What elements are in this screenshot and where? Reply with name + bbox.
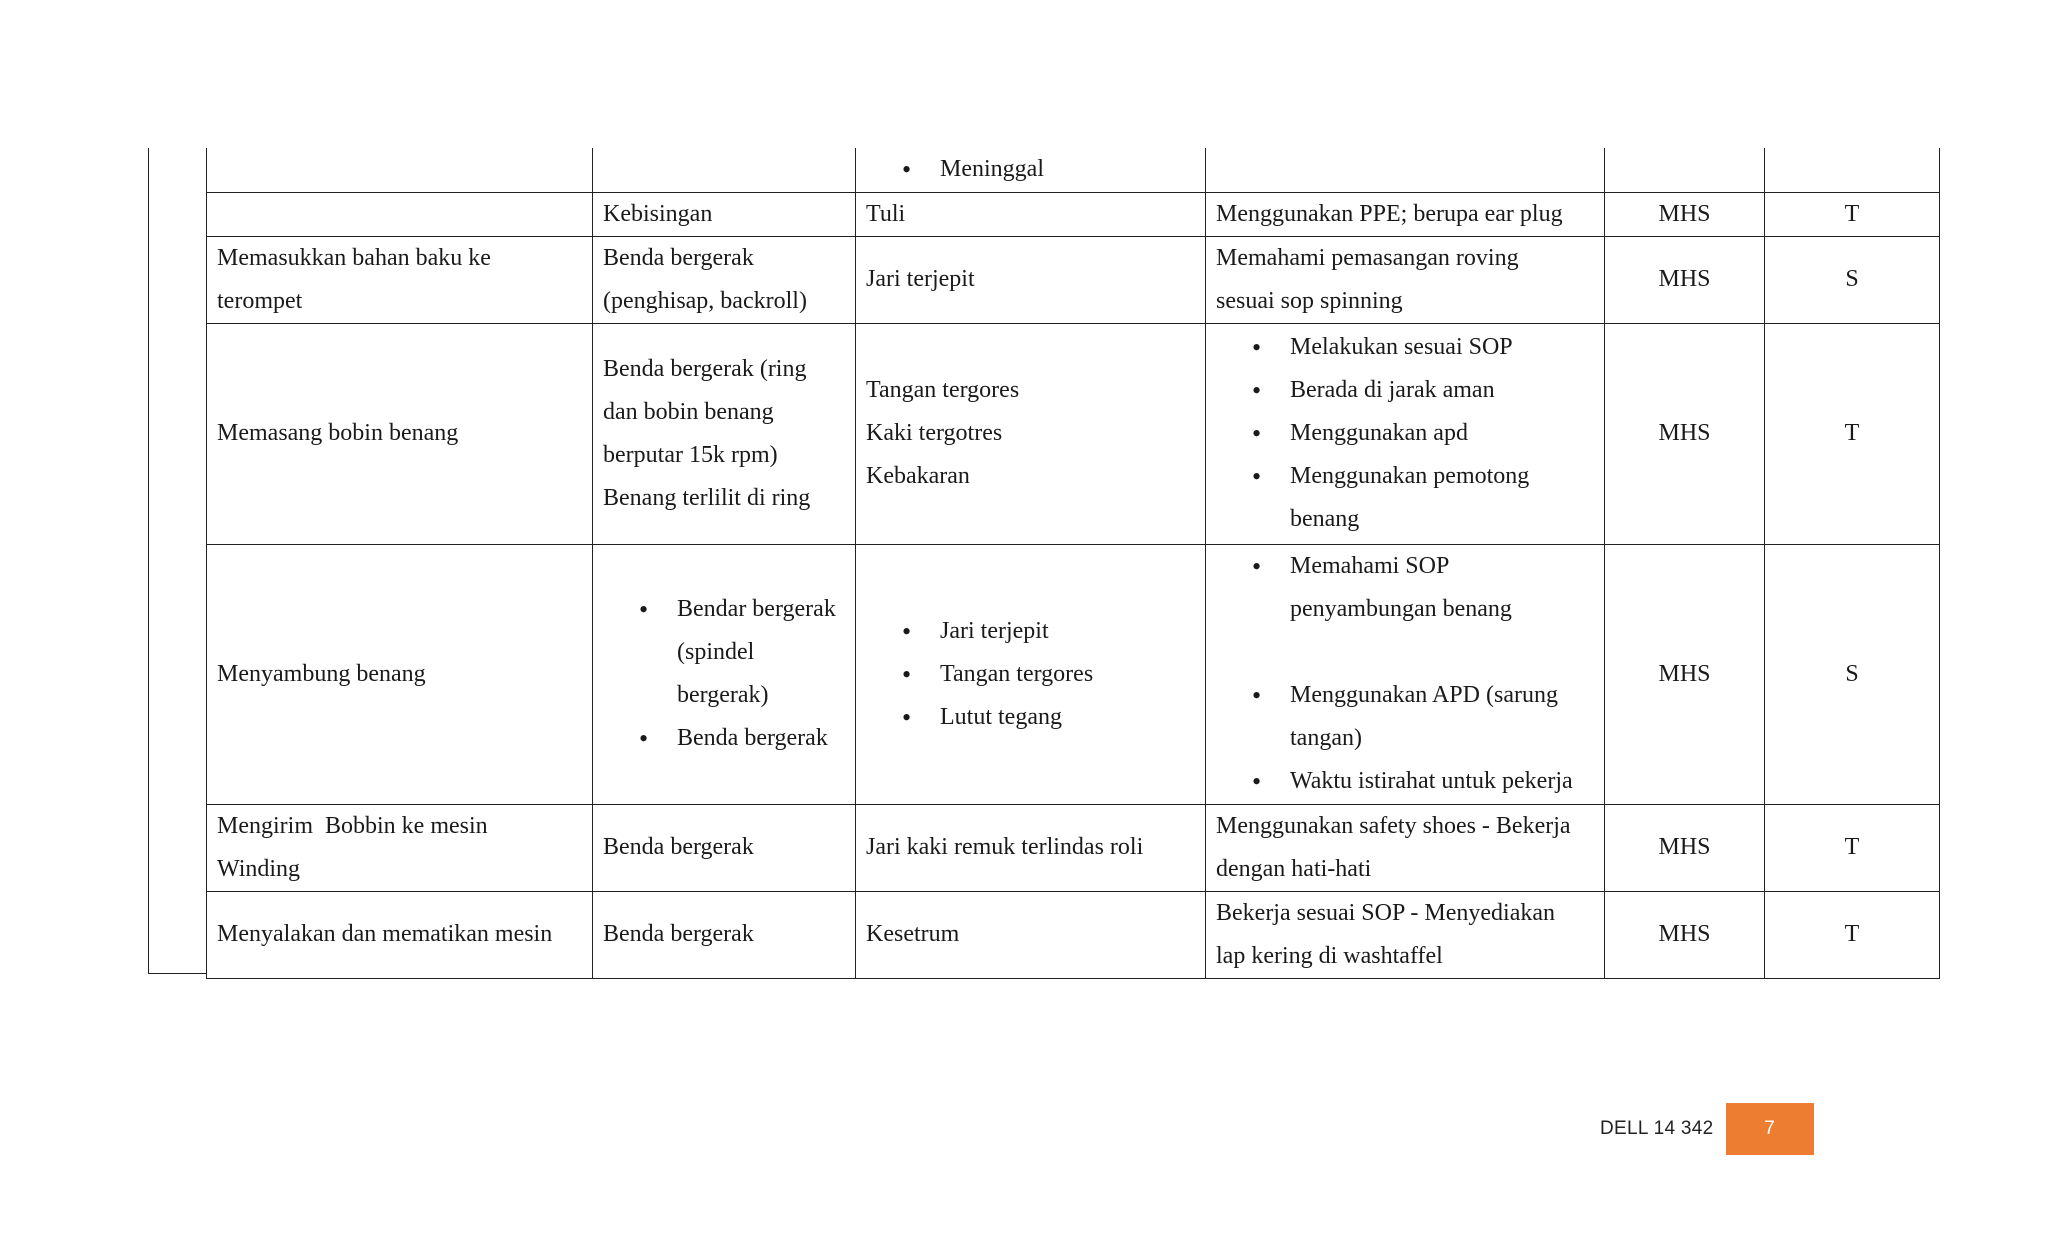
hazard-cell xyxy=(593,148,856,192)
text-line: dengan hati-hati xyxy=(1216,855,1372,882)
table-row xyxy=(207,804,1940,891)
left-number-column xyxy=(148,148,206,974)
list-item: • Waktu istirahat untuk pekerja xyxy=(1216,760,1594,803)
text-line: Kaki tergotres xyxy=(866,420,1003,446)
list-item: • Berada di jarak aman xyxy=(1216,369,1594,412)
pic-cell xyxy=(1605,148,1765,192)
text-line: lap kering di washtaffel xyxy=(1216,942,1443,969)
list-item: • Jari terjepit xyxy=(866,610,1195,653)
risk-cell: Kesetrum xyxy=(856,891,1206,978)
text-line: Benda bergerak xyxy=(603,244,754,271)
list-item: • Tangan tergores xyxy=(866,653,1195,696)
text-line: (penghisap, backroll) xyxy=(603,287,807,314)
table-row xyxy=(207,544,1940,804)
hazard-cell xyxy=(593,236,856,323)
text-line: Menggunakan safety shoes - Bekerja xyxy=(1216,812,1571,839)
level-cell: S xyxy=(1765,236,1940,323)
pic-cell: MHS xyxy=(1605,804,1765,891)
activity-cell: Menyambung benang xyxy=(207,544,593,804)
control-cell: Menggunakan PPE; berupa ear plug xyxy=(1206,192,1605,236)
table-row xyxy=(207,236,1940,323)
text-line: Memasukkan bahan baku ke xyxy=(217,244,491,271)
activity-cell: Memasang bobin benang xyxy=(207,323,593,544)
text-line: Benda bergerak (ring xyxy=(603,355,807,382)
list-item: • Memahami SOP penyambungan benang xyxy=(1216,545,1594,631)
text-line: sesuai sop spinning xyxy=(1216,287,1403,314)
list-item: • Menggunakan apd xyxy=(1216,412,1594,455)
activity-cell xyxy=(207,192,593,236)
text-line: Bekerja sesuai SOP - Menyediakan xyxy=(1216,899,1556,926)
list-item: • Lutut tegang xyxy=(866,696,1195,739)
risk-cell xyxy=(856,323,1206,544)
list-item: • Menggunakan pemotong benang xyxy=(1216,455,1594,541)
activity-cell xyxy=(207,236,593,323)
table-row xyxy=(207,891,1940,978)
pic-cell: MHS xyxy=(1605,323,1765,544)
pic-cell: MHS xyxy=(1605,236,1765,323)
text-line: Benang terlilit di ring xyxy=(603,484,811,511)
page-number-badge xyxy=(1726,1103,1814,1155)
text-line: Winding xyxy=(217,855,301,882)
hazard-cell xyxy=(593,323,856,544)
page-footer xyxy=(1600,1103,1814,1155)
level-cell: T xyxy=(1765,323,1940,544)
level-cell: T xyxy=(1765,192,1940,236)
hazard-cell: Kebisingan xyxy=(593,192,856,236)
control-cell xyxy=(1206,148,1605,192)
table-row xyxy=(207,148,1940,192)
list-item: • Menggunakan APD (sarung tangan) xyxy=(1216,674,1594,760)
level-cell: S xyxy=(1765,544,1940,804)
level-cell: T xyxy=(1765,804,1940,891)
page-number: 7 xyxy=(1764,1118,1775,1139)
pic-cell: MHS xyxy=(1605,192,1765,236)
activity-cell: Menyalakan dan mematikan mesin xyxy=(207,891,593,978)
text-line: Memahami pemasangan roving xyxy=(1216,244,1519,271)
text-line: terompet xyxy=(217,287,303,314)
text-line: Tangan tergores xyxy=(866,377,1020,403)
activity-cell xyxy=(207,804,593,891)
list-item: • Melakukan sesuai SOP xyxy=(1216,326,1594,369)
hazard-cell: Benda bergerak xyxy=(593,891,856,978)
pic-cell: MHS xyxy=(1605,544,1765,804)
control-cell xyxy=(1206,323,1605,544)
list-item: • Benda bergerak xyxy=(603,717,845,760)
table-row xyxy=(207,192,1940,236)
risk-cell: Tuli xyxy=(856,192,1206,236)
level-cell: T xyxy=(1765,891,1940,978)
pic-cell: MHS xyxy=(1605,891,1765,978)
table-row xyxy=(207,323,1940,544)
hazard-cell xyxy=(593,544,856,804)
control-cell xyxy=(1206,891,1605,978)
activity-cell xyxy=(207,148,593,192)
hazard-cell: Benda bergerak xyxy=(593,804,856,891)
risk-cell: Jari terjepit xyxy=(856,236,1206,323)
level-cell xyxy=(1765,148,1940,192)
list-item: • Meninggal xyxy=(866,148,1195,191)
risk-cell: Jari kaki remuk terlindas roli xyxy=(856,804,1206,891)
list-item: • Bendar bergerak (spindel bergerak) xyxy=(603,588,845,717)
hazard-table xyxy=(206,148,1940,979)
text-line: dan bobin benang xyxy=(603,398,774,425)
risk-cell xyxy=(856,544,1206,804)
text-line: berputar 15k rpm) xyxy=(603,441,778,468)
text-line: Mengirim Bobbin ke mesin xyxy=(217,812,488,839)
text-line: Kebakaran xyxy=(866,463,970,489)
risk-cell xyxy=(856,148,1206,192)
control-cell xyxy=(1206,544,1605,804)
control-cell xyxy=(1206,804,1605,891)
control-cell xyxy=(1206,236,1605,323)
footer-label: DELL 14 342 xyxy=(1600,1118,1714,1139)
